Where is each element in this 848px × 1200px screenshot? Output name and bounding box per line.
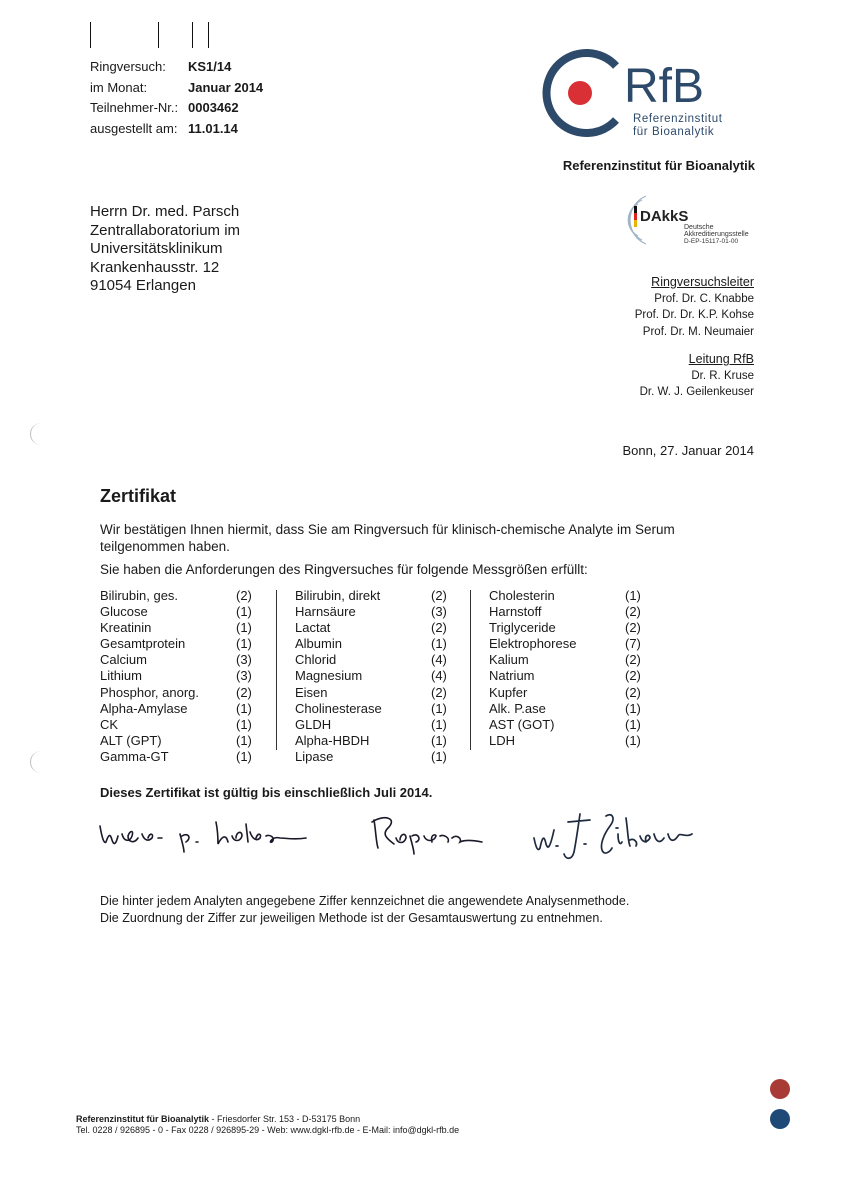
analyte-name: Glucose <box>100 604 148 620</box>
header-value: 0003462 <box>188 100 239 115</box>
analyte-item <box>100 700 252 717</box>
method-number: (3) <box>236 652 252 668</box>
analyte-name: CK <box>100 716 119 732</box>
recipient-address <box>90 203 240 296</box>
footnote-line: Die hinter jedem Analyten angegebene Ziffer kennzeichnet die angewendete Analysenmethode. <box>100 894 630 908</box>
method-footnote <box>100 893 629 927</box>
method-number: (2) <box>625 620 641 636</box>
column-divider <box>276 590 277 750</box>
fold-mark <box>192 22 193 48</box>
analyte-item <box>295 684 447 701</box>
staff-name: Prof. Dr. Dr. K.P. Kohse <box>634 309 754 321</box>
requirements-text: Sie haben die Anforderungen des Ringversuches für folgende Messgrößen erfüllt: <box>100 562 588 577</box>
certificate-title: Zertifikat <box>100 486 177 506</box>
analyte-name: Lipase <box>295 748 334 764</box>
logo-abbr: RfB <box>624 60 705 113</box>
dakks-name: DAkkS <box>640 208 689 225</box>
footer-org: Referenzinstitut für Bioanalytik <box>76 1114 210 1124</box>
analyte-item <box>295 748 447 765</box>
analyte-item <box>295 732 447 749</box>
analyte-name: Bilirubin, direkt <box>295 588 381 603</box>
analyte-item <box>295 620 447 636</box>
method-number: (1) <box>431 636 447 652</box>
institute-name: Referenzinstitut für Bioanalytik <box>562 158 755 173</box>
analyte-name: Kalium <box>489 652 529 668</box>
header-value: KS1/14 <box>188 59 232 74</box>
blue-dot-decoration <box>770 1109 790 1129</box>
analyte-name: ALT (GPT) <box>100 732 162 748</box>
address-line: Krankenhausstr. 12 <box>90 258 220 276</box>
logo-line1: Referenzinstitut <box>633 113 723 125</box>
dakks-logo <box>624 190 764 250</box>
analyte-item <box>489 620 641 636</box>
analyte-item <box>489 684 641 701</box>
fold-mark <box>158 22 159 48</box>
method-number: (1) <box>625 732 641 748</box>
header-row <box>90 98 263 119</box>
method-number: (3) <box>431 604 447 620</box>
punch-mark <box>30 423 45 445</box>
header-row <box>90 78 263 99</box>
analyte-item <box>489 732 641 749</box>
page-footer <box>76 1114 459 1136</box>
header-row <box>90 119 263 140</box>
address-line: 91054 Erlangen <box>90 277 196 294</box>
analyte-item <box>295 700 447 717</box>
analyte-item <box>295 588 447 604</box>
red-dot-decoration <box>770 1079 790 1099</box>
analyte-item <box>100 716 252 733</box>
certificate-intro <box>100 521 740 555</box>
analyte-name: LDH <box>489 732 516 748</box>
header-value: 11.01.14 <box>188 120 238 136</box>
header-row <box>90 57 263 78</box>
analyte-item <box>295 652 447 668</box>
analyte-name: Triglyceride <box>489 620 556 636</box>
staff-name: Prof. Dr. C. Knabbe <box>654 292 754 305</box>
method-number: (2) <box>236 684 252 700</box>
analyte-name: Gesamtprotein <box>100 636 186 652</box>
intro-line: teilgenommen haben. <box>100 539 230 554</box>
logo-line2: für Bioanalytik <box>633 126 715 138</box>
analyte-name: Chlorid <box>295 652 337 668</box>
ringversuchsleiter-block <box>635 274 754 340</box>
method-number: (7) <box>625 636 641 652</box>
method-number: (1) <box>236 604 252 620</box>
analyte-name: Kupfer <box>489 684 528 700</box>
method-number: (1) <box>625 700 641 716</box>
analyte-name: Albumin <box>295 636 342 652</box>
analyte-name: Cholinesterase <box>295 700 382 716</box>
analyte-column-2 <box>295 588 447 765</box>
method-number: (2) <box>625 668 641 684</box>
leitung-heading: Leitung RfB <box>688 352 754 366</box>
method-number: (2) <box>431 588 447 603</box>
method-number: (2) <box>431 620 447 636</box>
analyte-name: Alk. P.ase <box>489 700 546 716</box>
analyte-name: Natrium <box>489 668 535 684</box>
header-label: ausgestellt am: <box>90 120 178 136</box>
method-number: (4) <box>431 668 447 684</box>
method-number: (1) <box>431 700 447 716</box>
analyte-item <box>100 732 252 749</box>
address-line: Herrn Dr. med. Parsch <box>90 203 240 220</box>
dakks-logo-mark <box>624 190 764 250</box>
method-number: (2) <box>431 684 447 700</box>
letter-date: Bonn, 27. Januar 2014 <box>622 443 754 458</box>
analyte-item <box>489 668 641 684</box>
analyte-item <box>295 668 447 684</box>
dakks-line2: Akkreditierungsstelle <box>684 231 749 238</box>
analyte-item <box>100 748 252 765</box>
analyte-name: AST (GOT) <box>489 716 555 732</box>
analyte-item <box>100 620 252 636</box>
analyte-item <box>489 588 641 604</box>
analyte-item <box>295 636 447 652</box>
punch-mark <box>30 751 45 773</box>
analyte-name: Alpha-HBDH <box>295 732 370 748</box>
dakks-line3: D-EP-15117-01-00 <box>684 238 739 245</box>
rfb-logo-mark <box>532 48 762 143</box>
analyte-item <box>489 604 641 620</box>
fold-mark <box>90 22 91 48</box>
analyte-item <box>295 604 447 620</box>
validity-statement: Dieses Zertifikat ist gültig bis einschließlich Juli 2014. <box>100 785 433 800</box>
column-divider <box>470 590 471 750</box>
analyte-name: Kreatinin <box>100 620 152 636</box>
intro-line: Wir bestätigen Ihnen hiermit, dass Sie am Ringversuch für klinisch-chemische Analyte im Serum <box>100 522 675 537</box>
analyte-name: Harnsäure <box>295 604 356 620</box>
analyte-name: GLDH <box>295 716 332 732</box>
method-number: (1) <box>236 700 252 716</box>
analyte-name: Magnesium <box>295 668 363 684</box>
signature-2 <box>364 808 494 858</box>
header-info <box>90 57 263 139</box>
analyte-name: Lithium <box>100 668 142 684</box>
analyte-name: Harnstoff <box>489 604 542 620</box>
analyte-name: Lactat <box>295 620 331 636</box>
staff-name: Dr. W. J. Geilenkeuser <box>639 386 754 398</box>
method-number: (1) <box>625 588 641 603</box>
analyte-name: Elektrophorese <box>489 636 577 652</box>
analyte-item <box>100 652 252 668</box>
header-label: Ringversuch: <box>90 59 166 74</box>
analyte-name: Phosphor, anorg. <box>100 684 200 700</box>
analyte-item <box>100 588 252 604</box>
analyte-item <box>489 636 641 652</box>
analyte-name: Eisen <box>295 684 328 700</box>
analyte-item <box>295 716 447 733</box>
footer-line-1 <box>76 1114 459 1125</box>
footer-contact: Tel. 0228 / 926895 - 0 - Fax 0228 / 926895-29 - Web: www.dgkl-rfb.de - E-Mail: info@dgkl-rfb.de <box>76 1125 460 1135</box>
signature-1 <box>96 808 326 858</box>
analyte-name: Calcium <box>100 652 147 668</box>
leitung-block <box>640 351 754 401</box>
method-number: (1) <box>431 716 447 732</box>
analyte-item <box>489 716 641 733</box>
staff-name: Dr. R. Kruse <box>691 369 754 382</box>
address-line: Universitätsklinikum <box>90 240 223 257</box>
method-number: (2) <box>625 684 641 700</box>
fold-mark <box>208 22 209 48</box>
analyte-name: Gamma-GT <box>100 748 169 764</box>
method-number: (1) <box>625 716 641 732</box>
method-number: (2) <box>236 588 252 603</box>
method-number: (1) <box>431 748 447 764</box>
analyte-item <box>489 700 641 717</box>
header-value: Januar 2014 <box>188 79 264 95</box>
analyte-item <box>100 684 252 701</box>
analyte-name: Alpha-Amylase <box>100 700 188 716</box>
method-number: (1) <box>236 620 252 636</box>
footnote-line: Die Zuordnung der Ziffer zur jeweiligen Methode ist der Gesamtauswertung zu entnehmen. <box>100 911 603 925</box>
method-number: (2) <box>625 604 641 620</box>
method-number: (1) <box>236 748 252 764</box>
ringversuchsleiter-heading: Ringversuchsleiter <box>651 275 754 289</box>
analyte-item <box>100 668 252 684</box>
analyte-name: Bilirubin, ges. <box>100 588 179 603</box>
rfb-logo <box>532 48 762 143</box>
dakks-line1: Deutsche <box>684 224 714 231</box>
analyte-item <box>100 636 252 652</box>
method-number: (1) <box>236 732 252 748</box>
analyte-item <box>100 604 252 620</box>
method-number: (3) <box>236 668 252 684</box>
method-number: (2) <box>625 652 641 668</box>
method-number: (1) <box>431 732 447 748</box>
analyte-item <box>489 652 641 668</box>
signature-3 <box>528 808 708 868</box>
header-label: Teilnehmer-Nr.: <box>90 100 179 115</box>
method-number: (4) <box>431 652 447 668</box>
analyte-column-1 <box>100 588 252 765</box>
address-line: Zentrallaboratorium im <box>90 221 241 239</box>
method-number: (1) <box>236 636 252 652</box>
staff-name: Prof. Dr. M. Neumaier <box>642 325 754 338</box>
analyte-column-3 <box>489 588 641 749</box>
header-label: im Monat: <box>90 79 148 95</box>
method-number: (1) <box>236 716 252 732</box>
footer-address: - Friesdorfer Str. 153 - D-53175 Bonn <box>209 1114 361 1124</box>
analyte-name: Cholesterin <box>489 588 555 603</box>
